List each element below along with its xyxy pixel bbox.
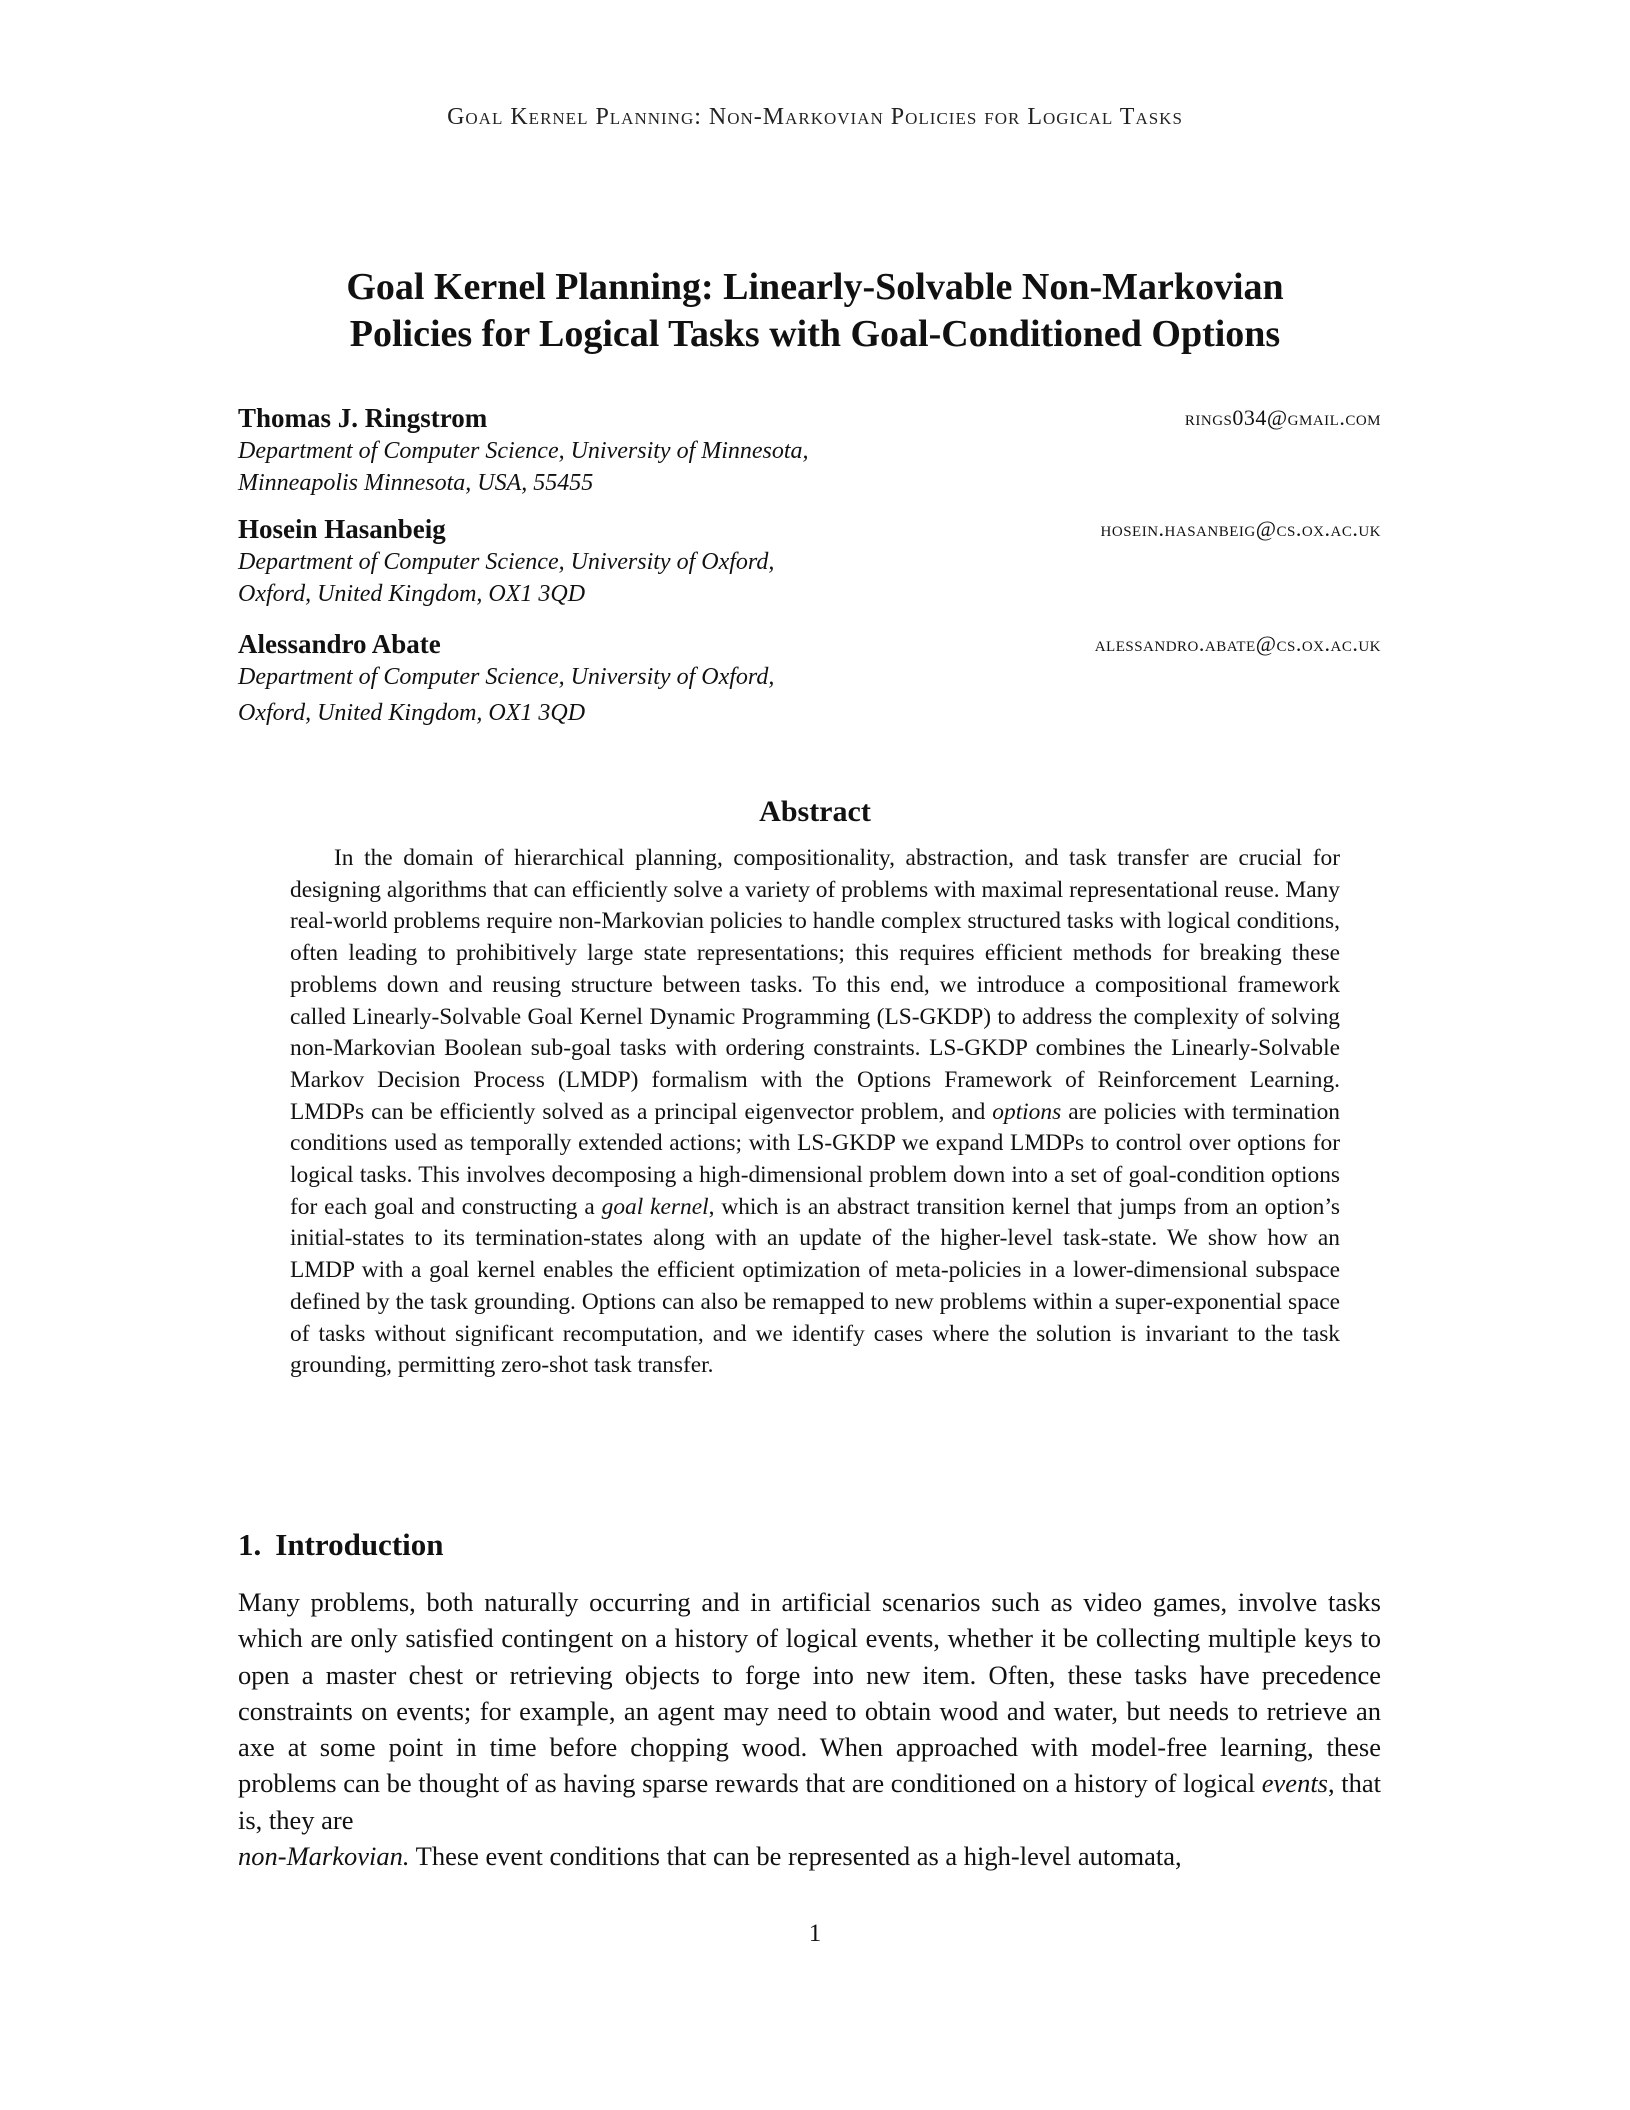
- abstract-text-part-3: , which is an abstract transition kernel that jumps from an option’s initial-states to its termination-states along with an update of the higher-level task-state. We show how an LMDP with a goal kernel enables the efficient optimization of meta-policies in a lower-dimensional subspace defined by the task grounding. Options can also be remapped to new problems within a super-exponential space of tasks without significant recomputation, and we identify cases where the solution is invariant to the task grounding, permitting zero-shot task transfer.: [290, 1193, 1340, 1379]
- abstract-text-part-2: are policies with termination conditions used as temporally extended actions; with LS-GKDP we expand LMDPs to control over options for logical tasks. This involves decomposing a high-dimensional problem down into a set of goal-condition options for each goal and constructing a: [290, 1098, 1340, 1220]
- introduction-paragraph: [238, 1584, 1381, 1874]
- intro-text-part-3: These event conditions that can be represented as a high-level automata,: [409, 1841, 1182, 1872]
- author-affiliation-line-2: Oxford, United Kingdom, OX1 3QD: [238, 700, 586, 726]
- author-email: alessandro.abate@cs.ox.ac.uk: [1094, 631, 1381, 656]
- intro-text-part-2: , that is, they are: [238, 1768, 1381, 1835]
- author-affiliation-line-1: Department of Computer Science, University of Minnesota,: [238, 438, 809, 464]
- abstract-paragraph: [290, 843, 1340, 1382]
- author-name: Alessandro Abate: [238, 629, 441, 659]
- running-head: Goal Kernel Planning: Non-Markovian Policies for Logical Tasks: [447, 104, 1183, 130]
- abstract-text-part-1: In the domain of hierarchical planning, compositionality, abstraction, and task transfer are crucial for designing algorithms that can efficiently solve a variety of problems with maximal representational reuse. Many real-world problems require non-Markovian policies to handle complex structured tasks with logical conditions, often leading to prohibitively large state representations; this requires efficient methods for breaking these problems down and reusing structure between tasks. To this end, we introduce a compositional framework called Linearly-Solvable Goal Kernel Dynamic Programming (LS-GKDP) to address the complexity of solving non-Markovian Boolean sub-goal tasks with ordering constraints. LS-GKDP combines the Linearly-Solvable Markov Decision Process (LMDP) formalism with the Options Framework of Reinforcement Learning. LMDPs can be efficiently solved as a principal eigenvector problem, and: [290, 845, 1340, 1125]
- page-number: 1: [808, 1920, 822, 1947]
- author-name: Hosein Hasanbeig: [238, 514, 446, 544]
- author-name: Thomas J. Ringstrom: [238, 403, 488, 433]
- paper-title: [200, 264, 1430, 358]
- abstract-emphasis-options: options: [992, 1098, 1062, 1125]
- author-block-3: [238, 627, 1381, 729]
- author-affiliation-line-1: Department of Computer Science, University of Oxford,: [238, 664, 775, 690]
- abstract-emphasis-goal-kernel: goal kernel: [601, 1193, 709, 1220]
- author-block-2: [238, 512, 1381, 610]
- title-line-2: Policies for Logical Tasks with Goal-Conditioned Options: [349, 313, 1281, 355]
- author-affiliation-line-2: Minneapolis Minnesota, USA, 55455: [238, 470, 594, 496]
- author-email: rings034@gmail.com: [1184, 405, 1381, 430]
- section-heading-introduction: [238, 1527, 458, 1563]
- intro-text-part-1: Many problems, both naturally occurring and in artificial scenarios such as video games, involve tasks which are only satisfied contingent on a history of logical events, whether it be collecting multiple keys to open a master chest or retrieving objects to forge into new item. Often, these tasks have precedence constraints on events; for example, an agent may need to obtain wood and water, but needs to retrieve an axe at some point in time before chopping wood. When approached with model-free learning, these problems can be thought of as having sparse rewards that are conditioned on a history of logical: [238, 1587, 1381, 1799]
- author-affiliation-line-1: Department of Computer Science, University of Oxford,: [238, 549, 775, 575]
- section-title: Introduction: [275, 1527, 444, 1562]
- abstract-heading: Abstract: [759, 795, 871, 828]
- author-affiliation-line-2: Oxford, United Kingdom, OX1 3QD: [238, 581, 586, 607]
- intro-emphasis-events: events: [1261, 1768, 1328, 1799]
- section-number: 1.: [238, 1527, 262, 1562]
- author-block-1: [238, 401, 1381, 499]
- author-email: hosein.hasanbeig@cs.ox.ac.uk: [1100, 516, 1381, 541]
- intro-emphasis-non-markovian: non-Markovian.: [238, 1841, 410, 1872]
- title-line-1: Goal Kernel Planning: Linearly-Solvable Non-Markovian: [346, 266, 1284, 308]
